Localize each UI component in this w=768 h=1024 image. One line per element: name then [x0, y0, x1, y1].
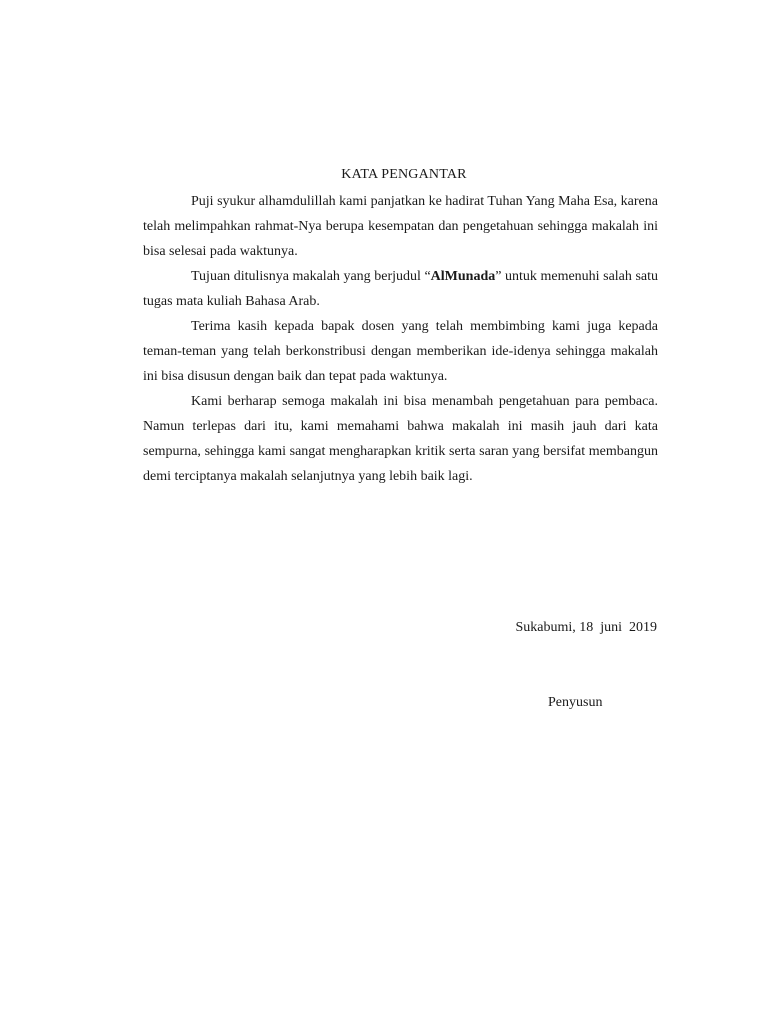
paragraph-purpose-after: ” untuk memenuhi salah satu tugas mata kuliah Bahasa Arab.: [143, 269, 658, 309]
page-title: KATA PENGANTAR: [341, 167, 467, 182]
place-and-date: Sukabumi, 18 juni 2019: [515, 620, 657, 635]
document-body: [143, 189, 658, 489]
paragraph-gratitude: Puji syukur alhamdulillah kami panjatkan ke hadirat Tuhan Yang Maha Esa, karena telah melimpahkan rahmat-Nya berupa kesempatan dan pengetahuan sehingga makalah ini bisa selesai pada waktunya.: [143, 194, 658, 259]
paragraph-hope: Kami berharap semoga makalah ini bisa menambah pengetahuan para pembaca. Namun terlepas dari itu, kami memahami bahwa makalah ini masih jauh dari kata sempurna, sehingga kami sangat mengharapkan kritik serta saran yang bersifat membangun demi terciptanya makalah selanjutnya yang lebih baik lagi.: [143, 394, 658, 484]
paragraph-purpose: [143, 264, 658, 314]
paper-title-emphasis: AlMunada: [430, 269, 496, 284]
paragraph-purpose-before: Tujuan ditulisnya makalah yang berjudul “: [191, 269, 431, 284]
paragraph-thanks: Terima kasih kepada bapak dosen yang telah membimbing kami juga kepada teman-teman yang telah berkonstribusi dengan memberikan ide-idenya sehingga makalah ini bisa disusun dengan baik dan tepat pada waktunya.: [143, 319, 658, 384]
author-label: Penyusun: [548, 695, 603, 710]
